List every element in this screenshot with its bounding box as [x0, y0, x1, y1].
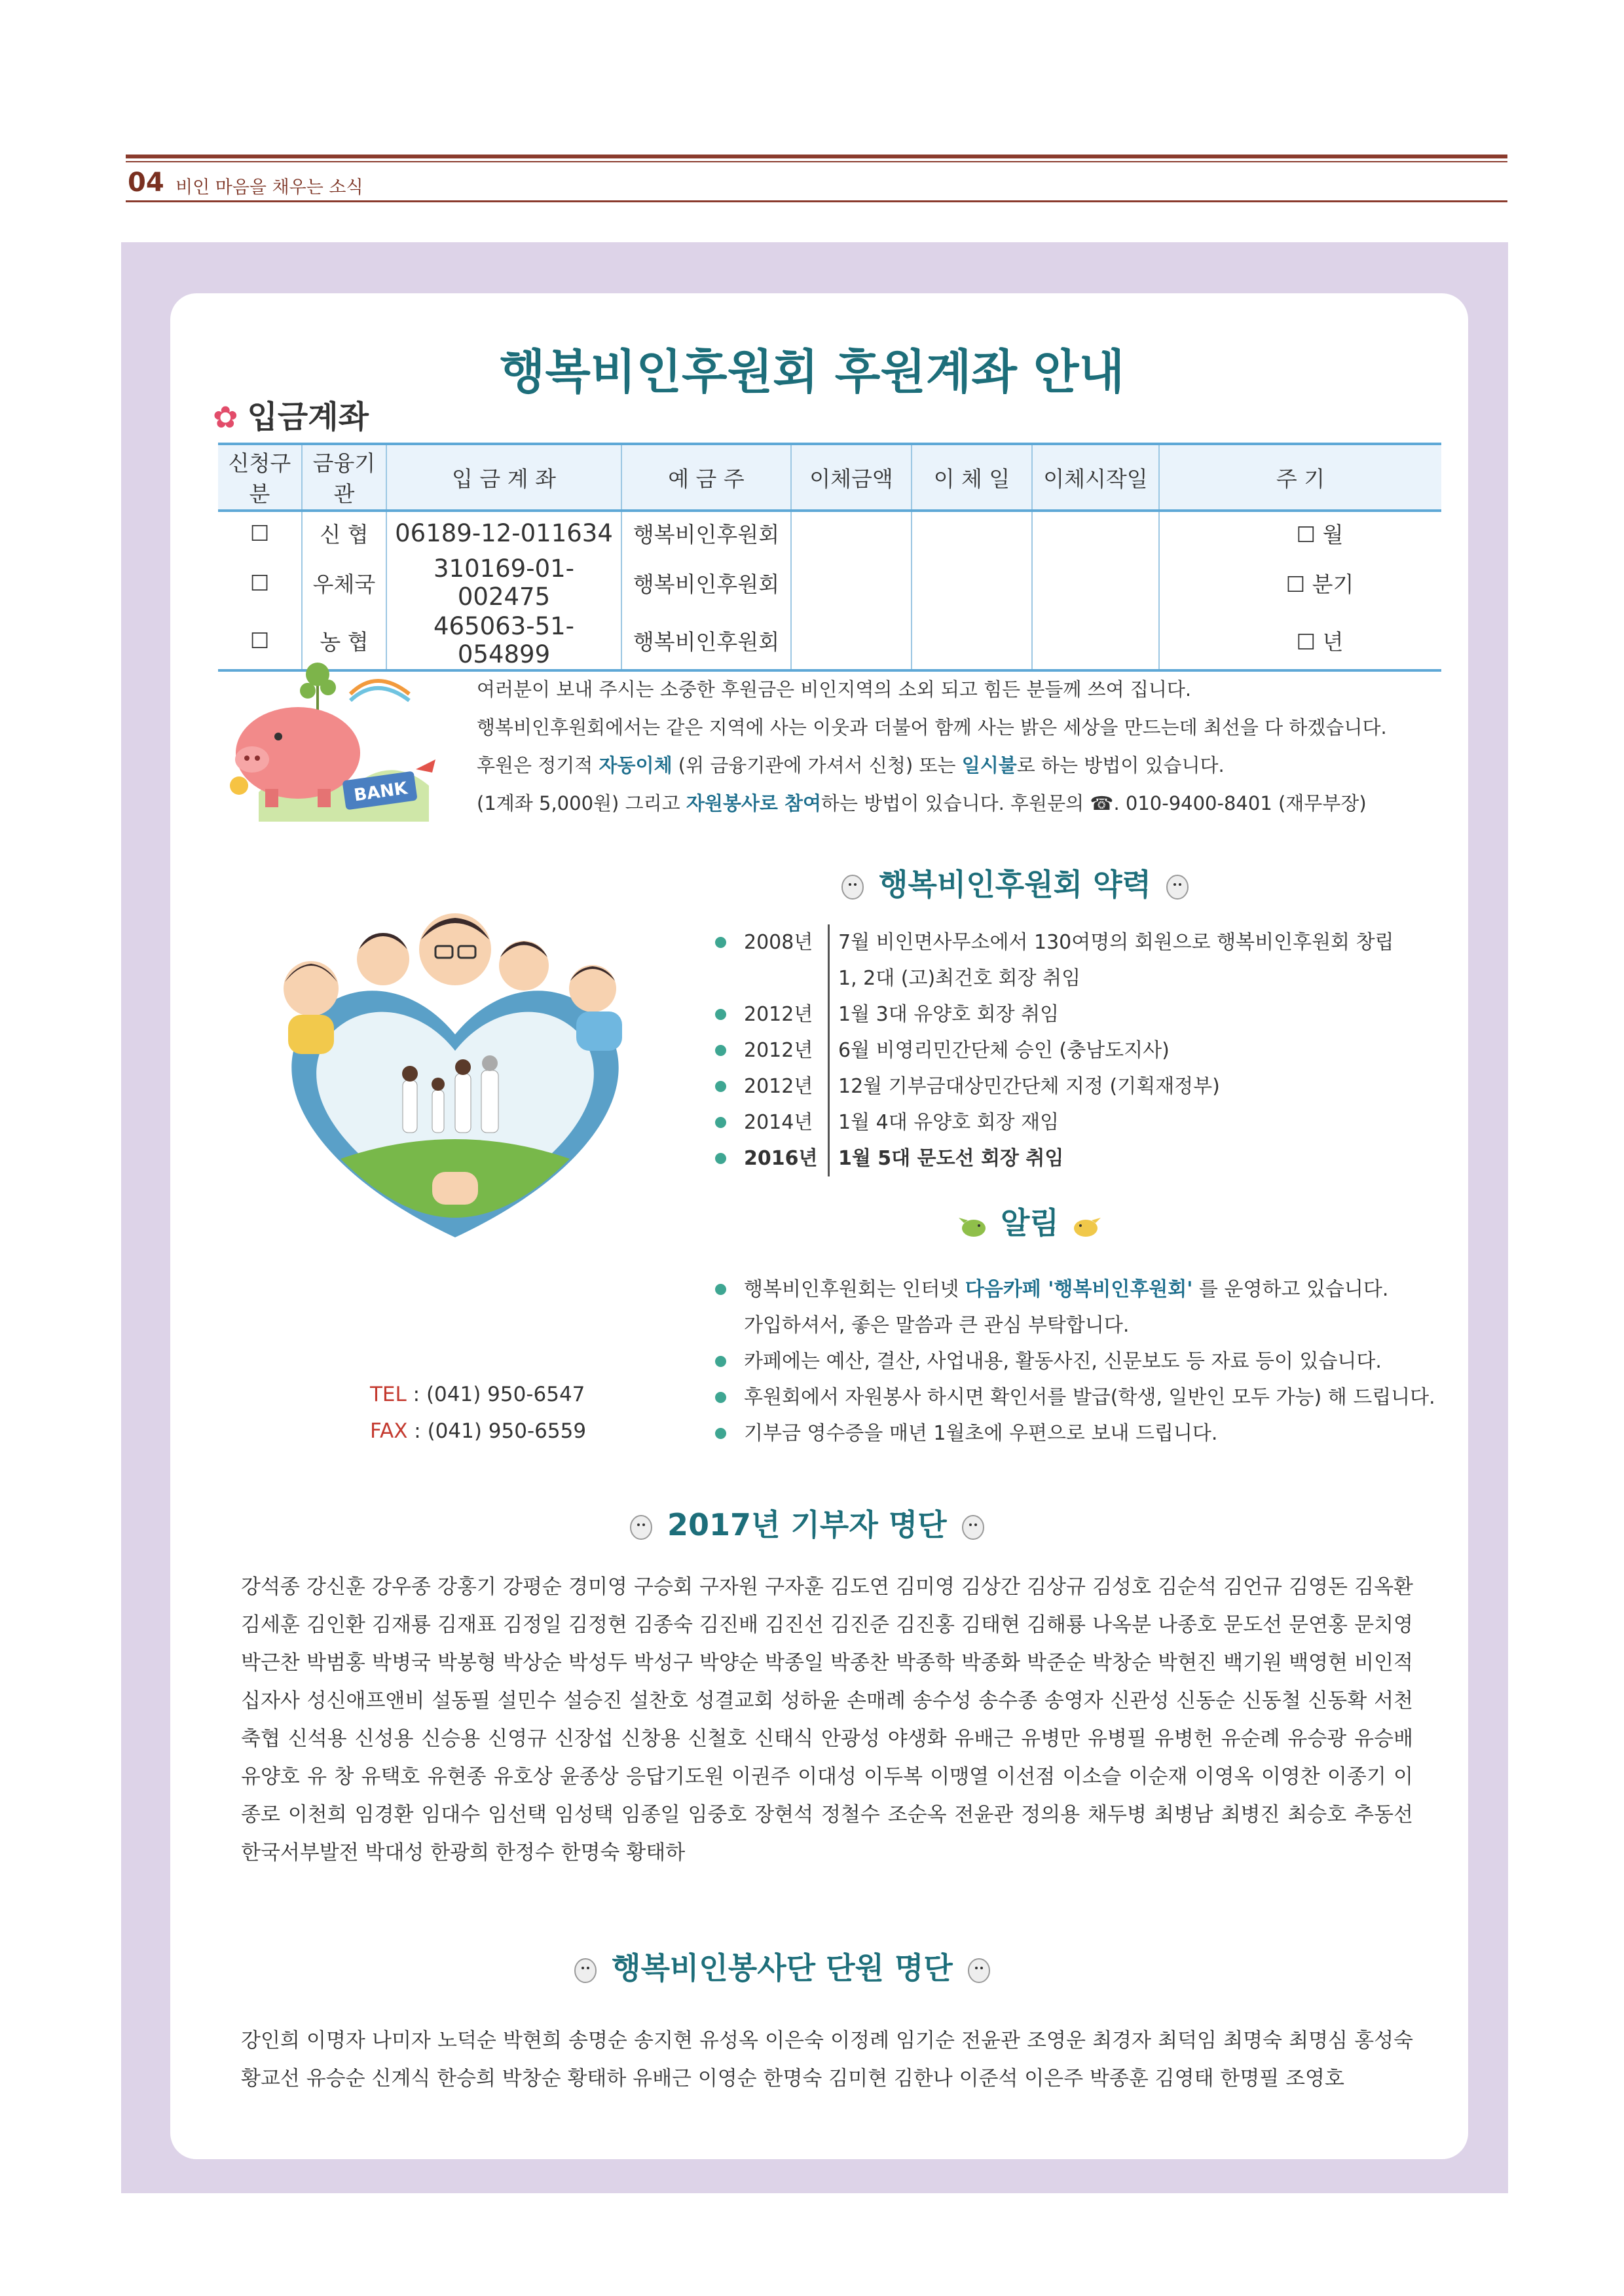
history-year: 2012년	[744, 1039, 813, 1062]
notice-text	[744, 1271, 1388, 1307]
history-divider	[828, 924, 830, 960]
tel-line	[370, 1376, 586, 1413]
header-rule-top-thin	[126, 161, 1507, 162]
highlight-auto-transfer: 자동이체	[599, 754, 673, 776]
history-heading	[837, 861, 1193, 904]
info-line: 행복비인후원회에서는 같은 지역에 사는 이웃과 더불어 함께 사는 밝은 세상을 만드는데 최선을 다 하겠습니다.	[477, 716, 1387, 738]
info-line	[477, 784, 1446, 822]
history-event: 1, 2대 (고)최건호 회장 취임	[838, 967, 1081, 990]
notice-item	[715, 1343, 1468, 1379]
col-header: 금융기관	[302, 444, 386, 511]
history-item	[715, 1068, 1455, 1104]
sheep-icon	[963, 1955, 995, 1986]
start-date-cell	[1032, 511, 1159, 554]
account-cell: 465063-51-054899	[386, 611, 621, 670]
account-table	[218, 443, 1441, 672]
bullet-icon	[715, 1045, 726, 1056]
bullet-icon	[715, 1117, 726, 1128]
notice-list	[715, 1271, 1468, 1451]
header-rule-top	[126, 155, 1507, 158]
bullet-icon	[715, 937, 726, 948]
history-item	[715, 1140, 1455, 1176]
donors-heading	[625, 1501, 989, 1544]
col-header: 입 금 계 좌	[386, 444, 621, 511]
history-item	[715, 996, 1455, 1032]
notice-text-part: 를 운영하고 있습니다.	[1192, 1278, 1389, 1301]
info-text: (위 금융기관에 가셔서 신청) 또는	[672, 754, 962, 776]
highlight-volunteer: 자원봉사로 참여	[686, 792, 822, 814]
bank-cell: 농 협	[302, 611, 386, 670]
page-title: 행복비인후원회 후원계좌 안내	[499, 344, 1125, 399]
table-row	[218, 511, 1441, 554]
notice-heading	[957, 1199, 1102, 1243]
notice-item	[715, 1271, 1468, 1307]
table-row	[218, 554, 1441, 611]
flower-icon: ✿	[213, 399, 238, 435]
highlight-lump-sum: 일시불	[961, 754, 1017, 776]
history-year: 2014년	[744, 1111, 813, 1134]
history-divider	[828, 1032, 830, 1068]
apply-checkbox[interactable]: ☐	[218, 611, 302, 670]
volunteers-list: 강인희 이명자 나미자 노덕순 박현희 송명순 송지현 유성옥 이은숙 이정례 임기순 전윤관 조영운 최경자 최덕임 최명숙 최명심 홍성숙 황교선 유승순 신계식 한승희 박창순 황태하 유배근 이영순 한명숙 김미현 김한나 이준석 이은주 박종훈 김영태 한명필 조영호	[241, 2029, 1413, 2090]
history-item	[715, 960, 1455, 996]
bullet-icon	[715, 1009, 726, 1020]
deposit-heading	[213, 392, 369, 437]
cafe-name: 다음카페 '행복비인후원회'	[965, 1278, 1193, 1301]
amount-cell	[791, 554, 912, 611]
bank-cell: 우체국	[302, 554, 386, 611]
notice-heading-label: 알림	[1001, 1205, 1059, 1241]
piggy-bank-illustration	[219, 655, 435, 822]
notice-item	[715, 1379, 1468, 1415]
notice-text: 카페에는 예산, 결산, 사업내용, 활동사진, 신문보도 등 자료 등이 있습니다.	[744, 1350, 1382, 1373]
notice-item	[715, 1415, 1468, 1451]
sheep-icon	[957, 1512, 989, 1543]
col-header: 주 기	[1159, 444, 1441, 511]
history-year: 2016년	[744, 1147, 818, 1170]
fax-label: FAX	[370, 1419, 408, 1443]
history-year: 2012년	[744, 1003, 813, 1026]
history-list	[715, 924, 1455, 1176]
apply-checkbox[interactable]: ☐	[218, 511, 302, 554]
tel-label: TEL	[370, 1383, 407, 1406]
history-divider	[828, 1140, 830, 1176]
transfer-day-cell	[912, 554, 1032, 611]
donors-heading-label: 2017년 기부자 명단	[667, 1507, 947, 1542]
sheep-icon	[1162, 871, 1193, 903]
history-year: 2008년	[744, 931, 813, 954]
info-text: 로 하는 방법이 있습니다.	[1016, 754, 1225, 776]
bullet-icon	[715, 1356, 726, 1367]
history-event: 1월 3대 유양호 회장 취임	[838, 1003, 1060, 1026]
info-text: 하는 방법이 있습니다. 후원문의 ☎. 010-9400-8401 (재무부장)	[821, 792, 1367, 814]
amount-cell	[791, 511, 912, 554]
account-cell: 06189-12-011634	[386, 511, 621, 554]
col-header: 신청구분	[218, 444, 302, 511]
notice-item-cont	[715, 1307, 1468, 1343]
bank-sign-label: BANK	[352, 778, 409, 806]
volunteers-heading-label: 행복비인봉사단 단원 명단	[612, 1950, 953, 1986]
history-item	[715, 1104, 1455, 1140]
cycle-checkbox[interactable]: ☐ 월	[1159, 511, 1441, 554]
history-divider	[828, 1104, 830, 1140]
section-title: 비인 마음을 채우는 소식	[175, 177, 363, 198]
history-divider	[828, 1068, 830, 1104]
donors-list: 강석종 강신훈 강우종 강홍기 강평순 경미영 구승회 구자원 구자훈 김도연 김미영 김상간 김상규 김성호 김순석 김언규 김영돈 김옥환 김세훈 김인환 김재룡 김재표 김정일 김정현 김종숙 김진배 김진선 김진준 김진홍 김태현 김해룡 나옥분 나종호 문도선 문연홍 문치영 박근찬 박범홍 박병국 박봉형 박상순 박성두 박성구 박양순 박종일 박종찬 박종학 박종화 박준순 박창순 박현진 백기원 백영현 비인적십자사 성신애프앤비 설동필 설민수 설승진 설찬호 성결교회 성하윤 손매례 송수성 송수종 송영자 신관성 신동순 신동철 신동확 서천축협 신석용 신성용 신승용 신영규 신장섭 신창용 신철호 신태식 안광성 야생화 유배근 유병만 유병필 유병헌 유순례 유승광 유승배 유양호 유 창 유택호 유현종 유호상 윤종상 응답기도원 이권주 이대성 이두복 이맹열 이선점 이소슬 이순재 이영옥 이영찬 이종기 이종로 이천희 임경환 임대수 임선택 임성택 임종일 임중호 장현석 정철수 조순옥 전윤관 정의용 채두병 최병남 최병진 최승호 추동선 한국서부발전 박대성 한광희 한정수 한명숙 황태하	[241, 1575, 1413, 1865]
info-text: 후원은 정기적	[477, 754, 599, 776]
tel-number: : (041) 950-6547	[406, 1383, 585, 1406]
bird-icon	[957, 1211, 990, 1240]
cycle-checkbox[interactable]: ☐ 분기	[1159, 554, 1441, 611]
notice-text: 기부금 영수증을 매년 1월초에 우편으로 보내 드립니다.	[744, 1422, 1218, 1445]
holder-cell: 행복비인후원회	[621, 611, 791, 670]
table-header-row	[218, 444, 1441, 511]
notice-text: 가입하셔서, 좋은 말씀과 큰 관심 부탁합니다.	[744, 1314, 1130, 1337]
account-cell: 310169-01-002475	[386, 554, 621, 611]
donation-info	[477, 670, 1446, 822]
fax-line	[370, 1413, 586, 1449]
history-event: 12월 기부금대상민간단체 지정 (기획재정부)	[838, 1075, 1220, 1098]
holder-cell: 행복비인후원회	[621, 554, 791, 611]
apply-checkbox[interactable]: ☐	[218, 554, 302, 611]
bullet-icon	[715, 1153, 726, 1164]
history-heading-label: 행복비인후원회 약력	[879, 867, 1151, 902]
info-line: 여러분이 보내 주시는 소중한 후원금은 비인지역의 소외 되고 힘든 분들께 쓰여 집니다.	[477, 678, 1192, 701]
holder-cell: 행복비인후원회	[621, 511, 791, 554]
bullet-icon	[715, 1428, 726, 1439]
history-event: 7월 비인면사무소에서 130여명의 회원으로 행복비인후원회 창립	[838, 931, 1394, 954]
history-item	[715, 1032, 1455, 1068]
bullet-icon	[715, 1284, 726, 1295]
deposit-heading-label: 입금계좌	[247, 399, 369, 435]
cycle-checkbox[interactable]: ☐ 년	[1159, 611, 1441, 670]
bird-icon	[1069, 1211, 1102, 1240]
info-line	[477, 746, 1446, 784]
header-rule-bottom	[126, 200, 1507, 202]
history-divider	[828, 996, 830, 1032]
history-event: 6월 비영리민간단체 승인 (충남도지사)	[838, 1039, 1170, 1062]
start-date-cell	[1032, 611, 1159, 670]
notice-text-part: 행복비인후원회는 인터넷	[744, 1278, 965, 1301]
col-header: 예 금 주	[621, 444, 791, 511]
sheep-icon	[570, 1955, 601, 1986]
transfer-day-cell	[912, 511, 1032, 554]
info-text: (1계좌 5,000원) 그리고	[477, 792, 686, 814]
page-number: 04	[128, 168, 164, 198]
start-date-cell	[1032, 554, 1159, 611]
sheep-icon	[837, 871, 868, 903]
history-event: 1월 4대 유양호 회장 재임	[838, 1111, 1060, 1134]
history-event: 1월 5대 문도선 회장 취임	[838, 1147, 1064, 1170]
col-header: 이체시작일	[1032, 444, 1159, 511]
fax-number: : (041) 950-6559	[407, 1419, 587, 1443]
notice-text: 후원회에서 자원봉사 하시면 확인서를 발급(학생, 일반인 모두 가능) 해 드립니다.	[744, 1386, 1435, 1409]
col-header: 이체금액	[791, 444, 912, 511]
history-year: 2012년	[744, 1075, 813, 1098]
history-divider	[828, 960, 830, 996]
transfer-day-cell	[912, 611, 1032, 670]
sheep-icon	[625, 1512, 657, 1543]
col-header: 이 체 일	[912, 444, 1032, 511]
family-heart-illustration	[236, 910, 674, 1250]
history-item	[715, 924, 1455, 960]
bullet-icon	[715, 1081, 726, 1092]
volunteers-heading	[570, 1944, 995, 1988]
bullet-icon	[715, 1392, 726, 1403]
amount-cell	[791, 611, 912, 670]
bank-cell: 신 협	[302, 511, 386, 554]
contact-info	[370, 1376, 586, 1449]
